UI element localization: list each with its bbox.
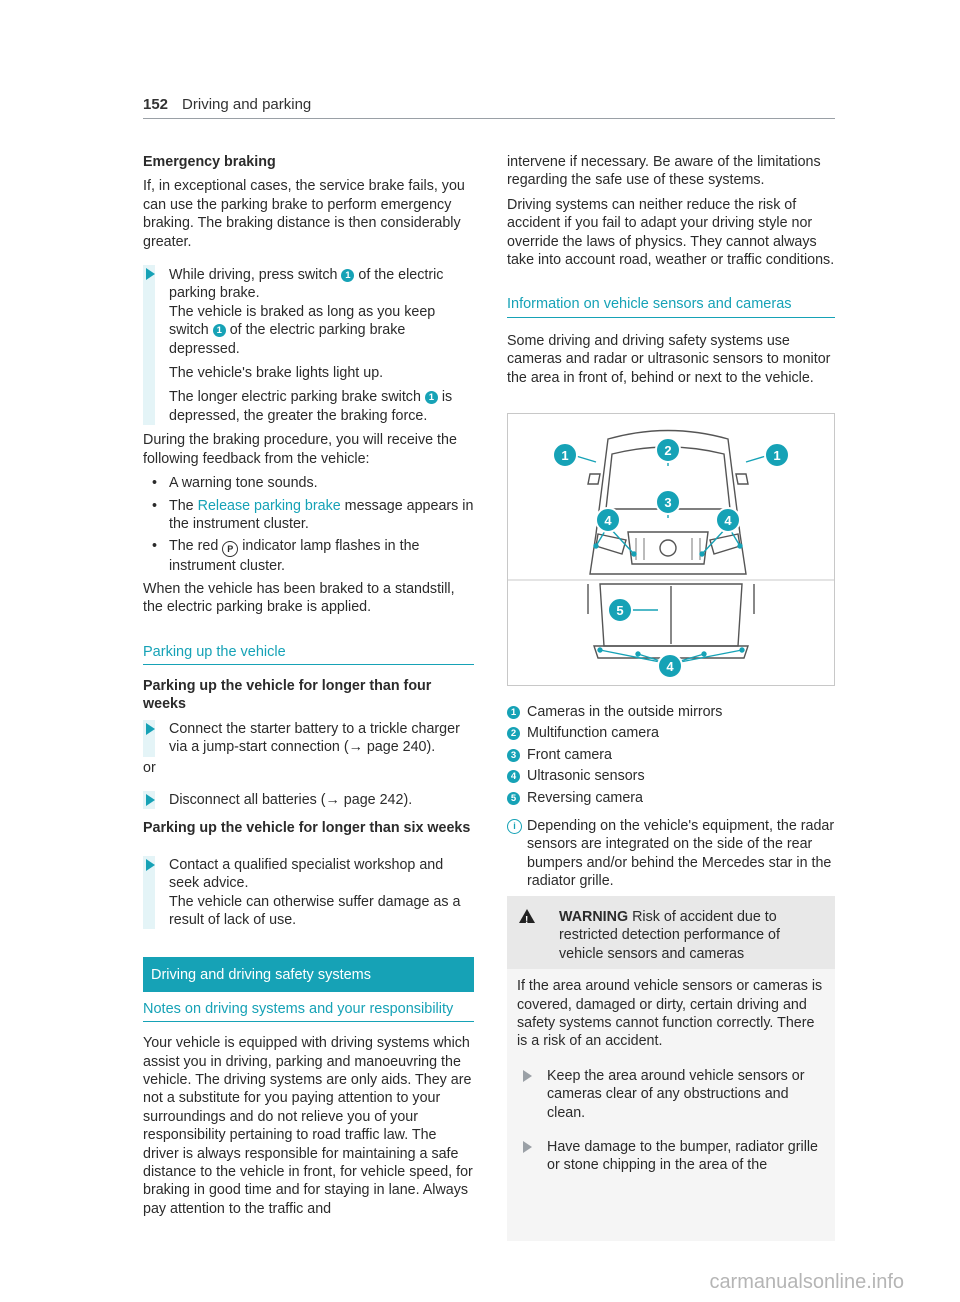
- warning-body: [507, 969, 835, 1241]
- vehicle-sensors-illustration: [507, 413, 835, 686]
- or-label: or: [143, 759, 156, 776]
- watermark: carmanualsonline.info: [709, 1271, 904, 1293]
- step-arrow-icon: [146, 794, 155, 806]
- legend-item: 1 Cameras in the outside mirrors: [507, 703, 835, 721]
- warning-step: Keep the area around vehicle sensors or cameras clear of any obstructions and clean.: [517, 1067, 825, 1122]
- info-note: i Depending on the vehicle's equipment, the radar sensors are integrated on the side of the rear bumpers and/or behind the Mercedes star in the radiator grille.: [507, 817, 835, 891]
- section-sensors-cameras: Information on vehicle sensors and cameras: [507, 295, 835, 317]
- step-arrow-icon: [146, 268, 155, 280]
- page-number: 152: [143, 96, 169, 113]
- right-column-top: [507, 153, 835, 393]
- warning-box: [507, 896, 835, 1241]
- step-contact-workshop: Contact a qualified specialist workshop and seek advice. The vehicle can otherwise suffer damage as a result of lack of use.: [143, 856, 474, 930]
- callout-1-icon: 1: [213, 324, 226, 337]
- list-item: • The red P indicator lamp flashes in the instrument cluster.: [143, 537, 474, 575]
- emergency-intro: If, in exceptional cases, the service brake fails, you can use the parking brake to perform emergency braking. The braking distance is then considerably greater.: [143, 178, 465, 250]
- warning-step: Have damage to the bumper, radiator grille or stone chipping in the area of the: [517, 1138, 825, 1175]
- legend-item: 5 Reversing camera: [507, 789, 835, 807]
- section-notes-driving: Notes on driving systems and your responsibility: [143, 1000, 474, 1022]
- svg-text:1: 1: [561, 448, 569, 463]
- step-disconnect-batteries: Disconnect all batteries (→ page 242).: [143, 791, 474, 809]
- continued-text: intervene if necessary. Be aware of the limitations regarding the safe use of these systems.: [507, 154, 821, 189]
- svg-text:4: 4: [724, 513, 732, 528]
- page-header: [143, 96, 835, 119]
- section-parking-up: Parking up the vehicle: [143, 643, 474, 665]
- legend-item: 3 Front camera: [507, 746, 835, 764]
- legend-item: 2 Multifunction camera: [507, 724, 835, 742]
- svg-text:3: 3: [664, 495, 672, 510]
- warning-header: ! WARNING Risk of accident due to restricted detection performance of vehicle sensors and cameras: [507, 896, 835, 969]
- step-trickle-charger: Connect the starter battery to a trickle charger via a jump-start connection (→ page 240).: [143, 720, 474, 757]
- sensors-intro: Some driving and driving safety systems use cameras and radar or ultrasonic sensors to monitor the area in front of, behind or next to the vehicle.: [507, 332, 831, 386]
- svg-text:4: 4: [666, 659, 674, 674]
- svg-text:5: 5: [616, 603, 624, 618]
- warning-text: If the area around vehicle sensors or cameras is covered, damaged or dirty, certain driving and safety systems cannot function correctly. There is a risk of an accident.: [517, 978, 823, 1050]
- illustration-legend: [507, 703, 835, 894]
- driving-systems-limits: Driving systems can neither reduce the risk of accident if you fail to adapt your driving style nor override the laws of physics. They cannot always take into account road, weather or traffic conditions.: [507, 196, 835, 269]
- display-message: Release parking brake: [197, 497, 341, 514]
- heading-emergency-braking: Emergency braking: [143, 154, 276, 170]
- list-item: • A warning tone sounds.: [143, 474, 474, 492]
- step-emergency: While driving, press switch 1 of the electric parking brake. The vehicle is braked as long as you keep switch 1 of the electric parking brake depressed. The vehicle's brake lights light up. The longer electric parking brake switch 1 is depressed, the greater the braking force.: [143, 265, 474, 425]
- emergency-standstill: When the vehicle has been braked to a standstill, the electric parking brake is applied.: [143, 580, 455, 616]
- callout-1-icon: 1: [341, 269, 354, 282]
- left-column: [143, 153, 474, 1224]
- svg-text:1: 1: [773, 448, 781, 463]
- callout-1-icon: 1: [425, 391, 438, 404]
- info-icon: i: [507, 819, 522, 834]
- heading-four-weeks: Parking up the vehicle for longer than four weeks: [143, 677, 432, 713]
- page-title: Driving and parking: [182, 96, 312, 113]
- svg-text:2: 2: [664, 443, 672, 458]
- list-item: • The Release parking brake message appears in the instrument cluster.: [143, 497, 474, 534]
- emergency-during: During the braking procedure, you will receive the following feedback from the vehicle:: [143, 432, 457, 467]
- step-arrow-icon: [523, 1141, 532, 1153]
- warning-title: Risk of accident due to restricted detection performance of vehicle sensors and cameras: [559, 909, 780, 962]
- warning-label: WARNING: [559, 909, 629, 925]
- step-arrow-icon: [146, 859, 155, 871]
- driving-responsibility-text: Your vehicle is equipped with driving systems which assist you in driving, parking and manoeuvring the vehicle. The driving systems are only aids. They are not a substitute for you paying attention to your surroundings and do not relieve you of your responsibility pertaining to road traffic law. The driver is always responsible for maintaining a safe distance to the vehicle in front, for vehicle speed, for braking in good time and for staying in lane. Always pay attention to the traffic and: [143, 1035, 473, 1217]
- legend-item: 4 Ultrasonic sensors: [507, 767, 835, 785]
- heading-six-weeks: Parking up the vehicle for longer than six weeks: [143, 820, 471, 837]
- parking-brake-indicator-icon: P: [222, 541, 238, 557]
- van-front-rear-diagram: [508, 414, 834, 685]
- svg-text:4: 4: [604, 513, 612, 528]
- step-arrow-icon: [523, 1070, 532, 1082]
- section-band-driving-systems: Driving and driving safety systems: [143, 957, 474, 991]
- step-arrow-icon: [146, 723, 155, 735]
